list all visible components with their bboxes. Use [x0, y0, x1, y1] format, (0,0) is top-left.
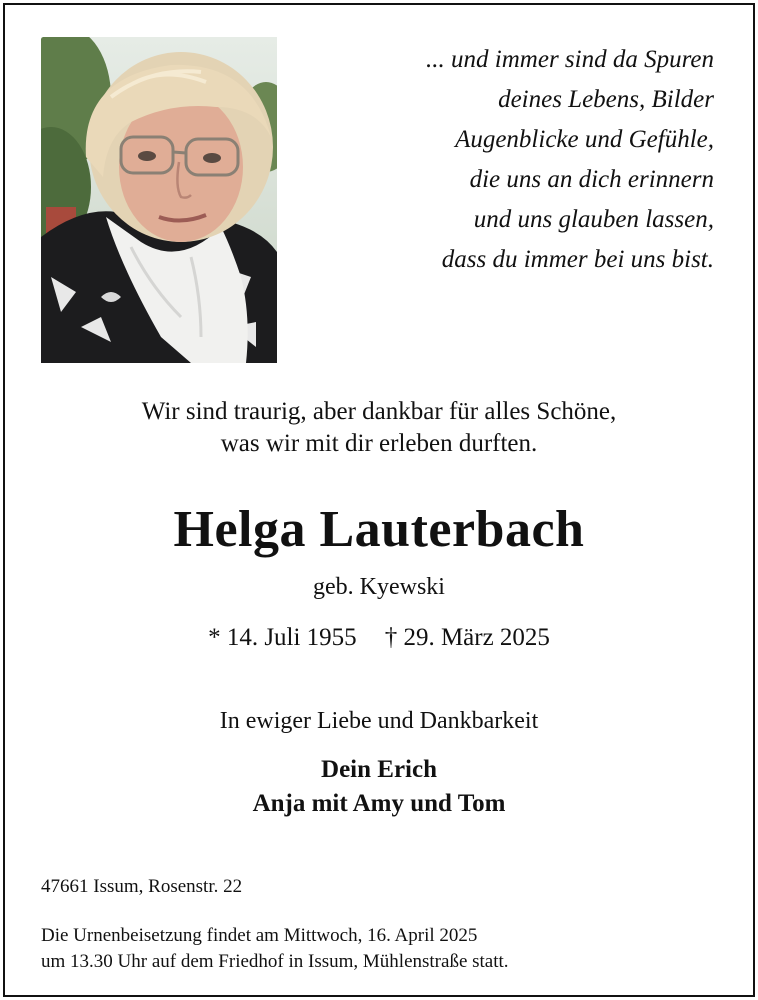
funeral-notice-line-1: Die Urnenbeisetzung findet am Mittwoch, 16. April 2025 [41, 925, 478, 946]
deceased-name: Helga Lauterbach [173, 501, 585, 558]
portrait-photo [41, 37, 277, 363]
intro-text [0, 396, 758, 460]
poem-line: deines Lebens, Bilder [498, 86, 714, 113]
intro-line-2: was wir mit dir erleben durften. [220, 430, 538, 457]
poem-line: und uns glauben lassen, [473, 206, 714, 233]
death-date: † 29. März 2025 [384, 624, 550, 651]
portrait-image [41, 37, 277, 363]
birth-date: * 14. Juli 1955 [208, 624, 357, 651]
funeral-notice [41, 923, 509, 975]
poem-line: Augenblicke und Gefühle, [455, 126, 714, 153]
mourner-line-2: Anja mit Amy und Tom [252, 790, 506, 817]
intro-line-1: Wir sind traurig, aber dankbar für alles Schöne, [141, 398, 617, 425]
maiden-name: geb. Kyewski [313, 574, 445, 600]
mourners [0, 753, 758, 821]
closing-text: In ewiger Liebe und Dankbarkeit [219, 708, 539, 734]
family-address: 47661 Issum, Rosenstr. 22 [41, 876, 243, 897]
mourner-line-1: Dein Erich [321, 756, 437, 783]
poem-line: ... und immer sind da Spuren [426, 46, 714, 73]
funeral-notice-line-2: um 13.30 Uhr auf dem Friedhof in Issum, Mühlenstraße statt. [41, 951, 509, 972]
poem [300, 40, 714, 280]
poem-line: dass du immer bei uns bist. [441, 246, 714, 273]
life-dates [0, 622, 758, 654]
poem-line: die uns an dich erinnern [469, 166, 714, 193]
